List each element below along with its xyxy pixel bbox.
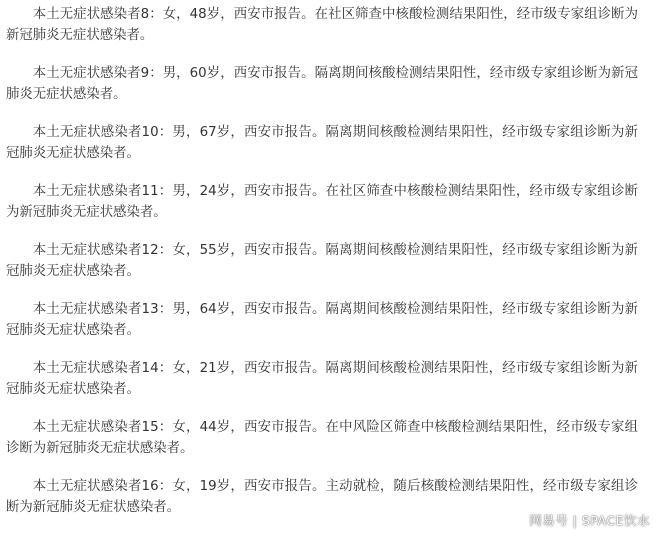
case-paragraph-12: 本土无症状感染者12：女，55岁，西安市报告。隔离期间核酸检测结果阳性，经市级专家组诊断为新冠肺炎无症状感染者。 [6, 243, 638, 279]
case-paragraph-10: 本土无症状感染者10：男，67岁，西安市报告。隔离期间核酸检测结果阳性，经市级专家组诊断为新冠肺炎无症状感染者。 [6, 125, 638, 161]
source-watermark: 网易号 | SPACE饮水 [529, 513, 650, 528]
case-paragraph-8: 本土无症状感染者8：女，48岁，西安市报告。在社区筛查中核酸检测结果阳性，经市级专家组诊断为新冠肺炎无症状感染者。 [6, 7, 638, 43]
case-paragraph-13: 本土无症状感染者13：男，64岁，西安市报告。隔离期间核酸检测结果阳性，经市级专家组诊断为新冠肺炎无症状感染者。 [6, 302, 638, 338]
case-paragraph-11: 本土无症状感染者11：男，24岁，西安市报告。在社区筛查中核酸检测结果阳性，经市级专家组诊断为新冠肺炎无症状感染者。 [6, 184, 638, 220]
case-paragraph-15: 本土无症状感染者15：女，44岁，西安市报告。在中风险区筛查中核酸检测结果阳性，经市级专家组诊断为新冠肺炎无症状感染者。 [6, 420, 638, 456]
case-paragraph-14: 本土无症状感染者14：女，21岁，西安市报告。隔离期间核酸检测结果阳性，经市级专家组诊断为新冠肺炎无症状感染者。 [6, 361, 638, 397]
case-paragraph-9: 本土无症状感染者9：男，60岁，西安市报告。隔离期间核酸检测结果阳性，经市级专家组诊断为新冠肺炎无症状感染者。 [6, 66, 638, 102]
case-paragraph-16: 本土无症状感染者16：女，19岁，西安市报告。主动就检，随后核酸检测结果阳性，经市级专家组诊断为新冠肺炎无症状感染者。 [6, 479, 638, 515]
